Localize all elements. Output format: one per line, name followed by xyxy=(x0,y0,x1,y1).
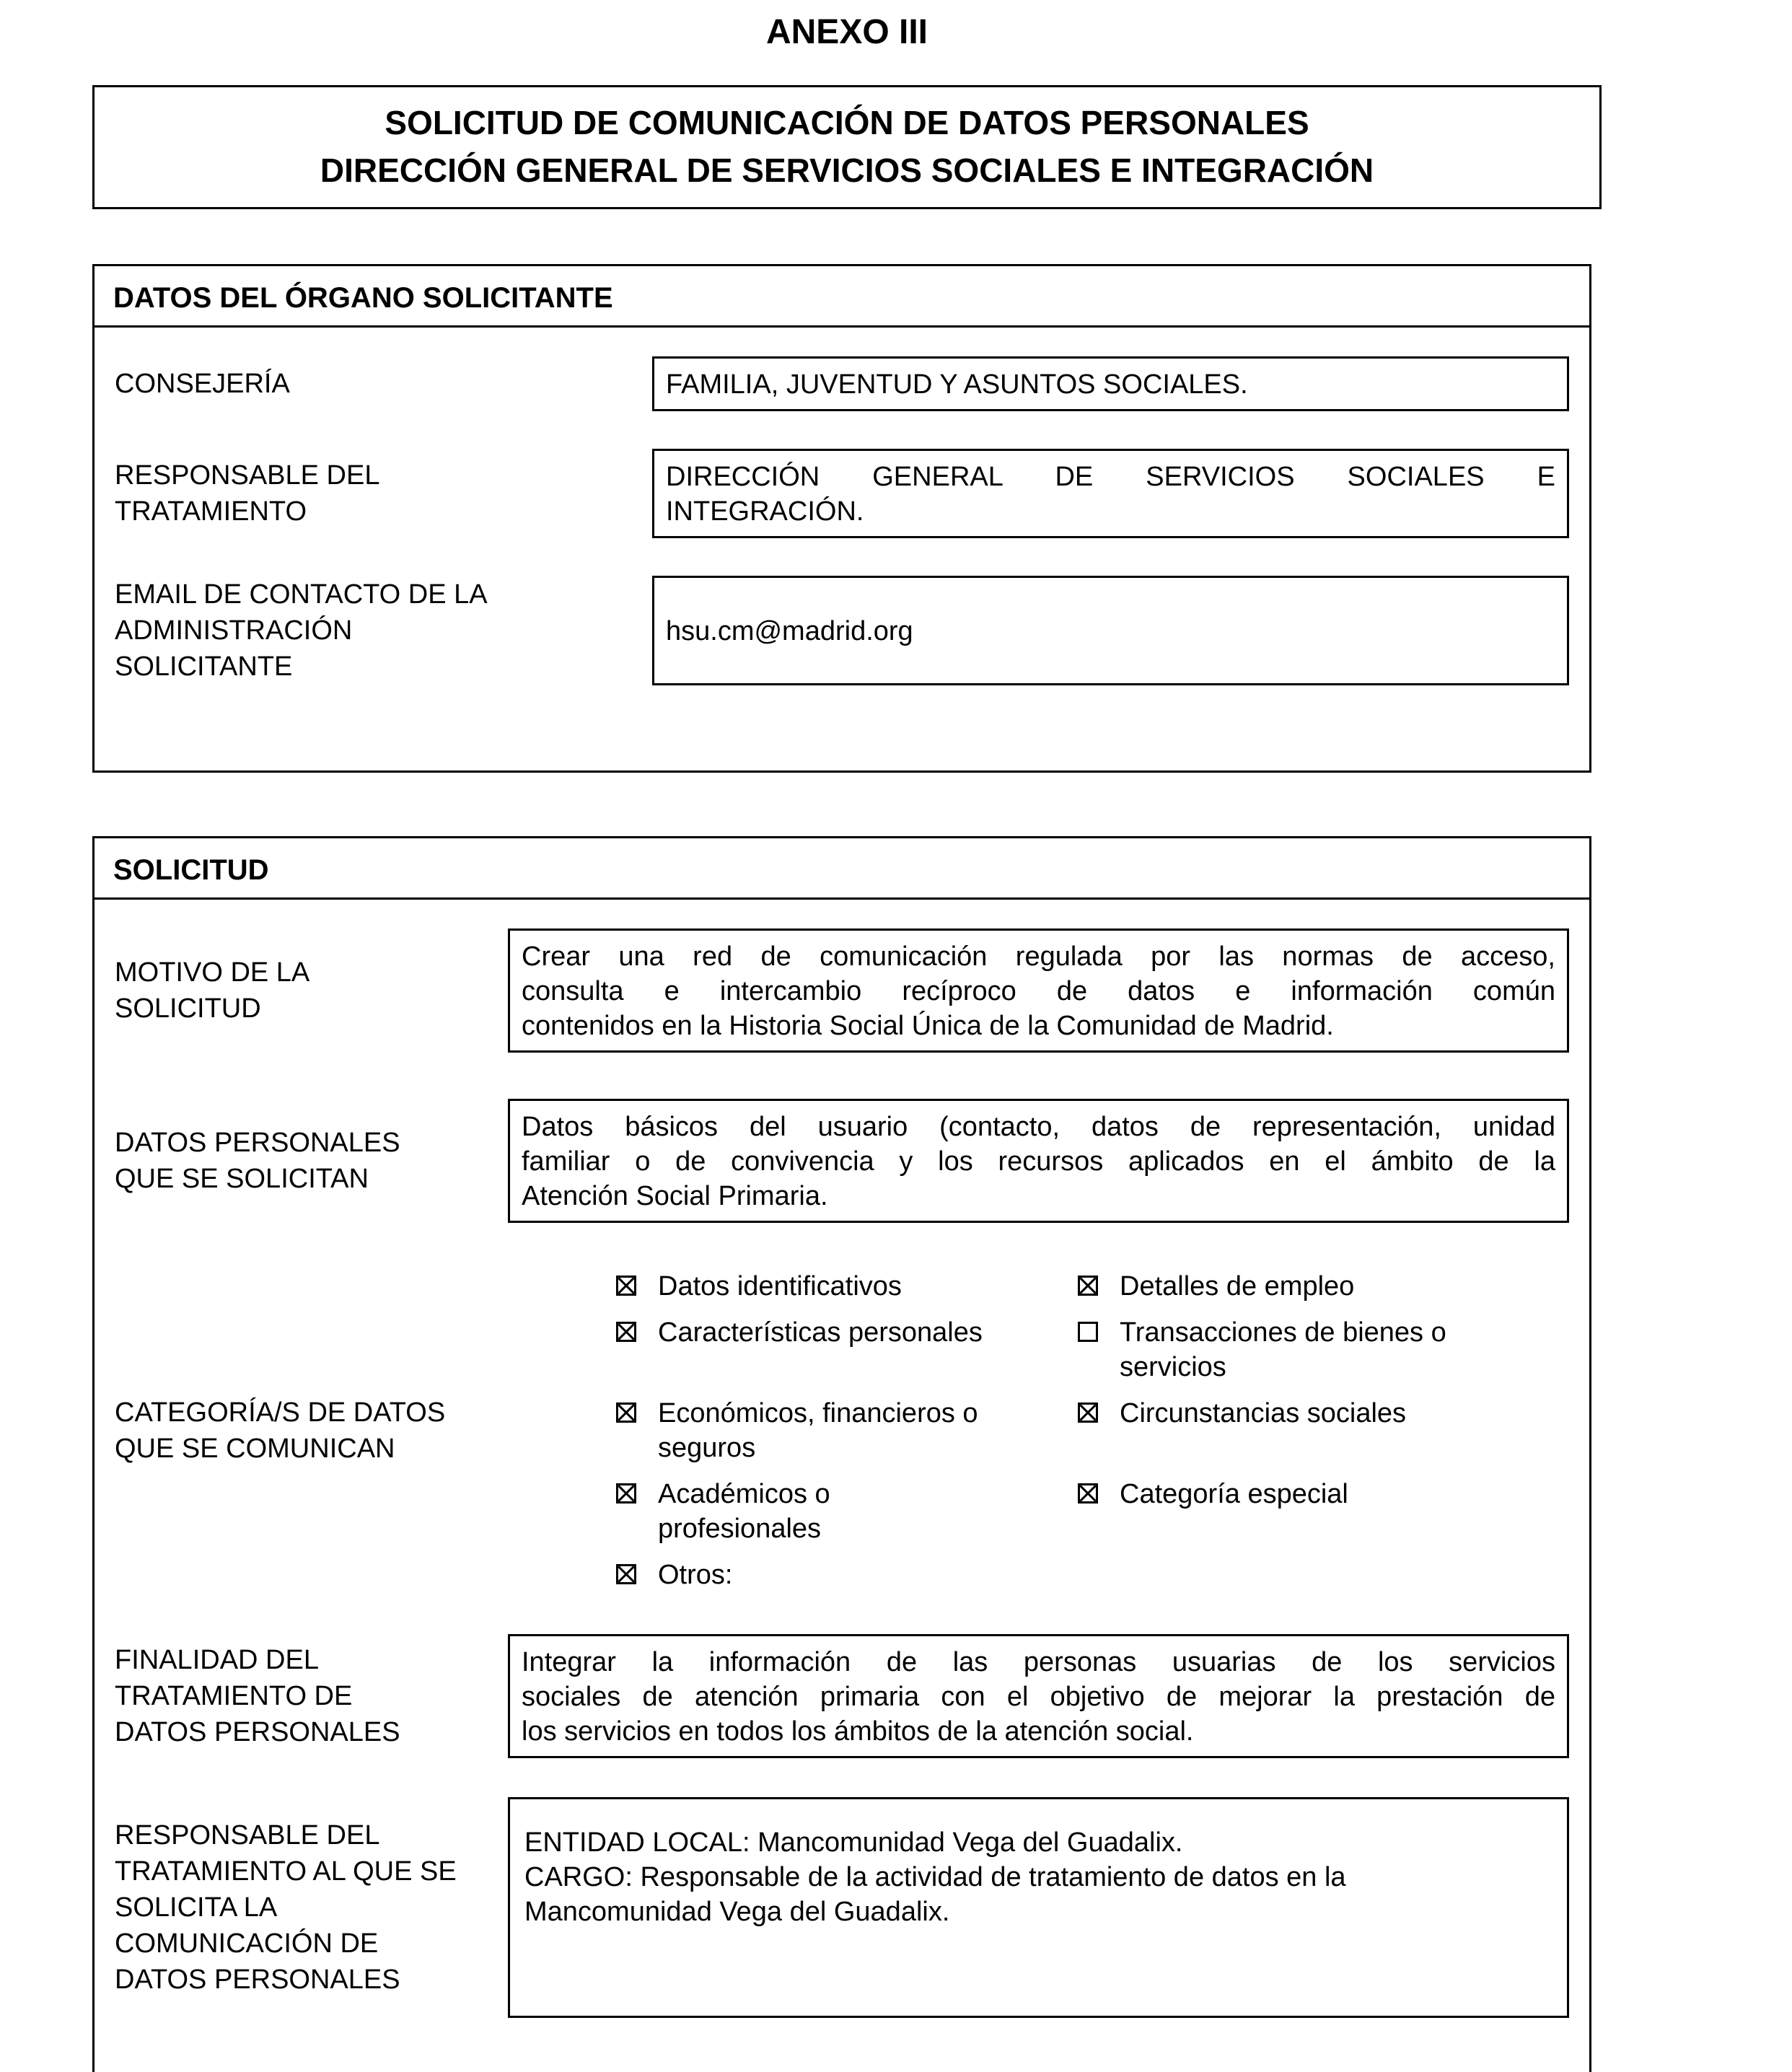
consejeria-field[interactable]: FAMILIA, JUVENTUD Y ASUNTOS SOCIALES. xyxy=(652,356,1569,411)
email-field[interactable] xyxy=(652,576,1569,685)
finalidad-row xyxy=(115,1634,1569,1758)
category-label: Detalles de empleo xyxy=(1120,1271,1355,1301)
category-label: Académicos o profesionales xyxy=(658,1479,830,1544)
checkbox-icon[interactable] xyxy=(1078,1322,1098,1342)
datos-personales-row xyxy=(115,1099,1569,1223)
consejeria-label: CONSEJERÍA xyxy=(115,369,290,399)
email-value: hsu.cm@madrid.org xyxy=(666,616,913,646)
header-line-1: SOLICITUD DE COMUNICACIÓN DE DATOS PERSONALES xyxy=(385,104,1309,141)
category-label: Otros: xyxy=(658,1560,733,1590)
organ-section-body xyxy=(95,328,1589,685)
category-option-categoria-especial xyxy=(1078,1477,1569,1546)
responsable-tratamiento-label: RESPONSABLE DEL TRATAMIENTO xyxy=(115,460,380,527)
doc-title: ANEXO III xyxy=(765,13,928,51)
email-label: EMAIL DE CONTACTO DE LA ADMINISTRACIÓN SOLICITANTE xyxy=(115,579,488,682)
category-option-otros xyxy=(616,1558,1078,1592)
datos-personales-label: DATOS PERSONALES QUE SE SOLICITAN xyxy=(115,1128,400,1194)
checkbox-icon[interactable] xyxy=(616,1402,636,1423)
finalidad-label: FINALIDAD DEL TRATAMIENTO DE DATOS PERSONALES xyxy=(115,1645,400,1747)
category-label: Transacciones de bienes o servicios xyxy=(1120,1317,1446,1382)
solicitud-section xyxy=(92,836,1591,2072)
datos-personales-field[interactable]: Datos básicos del usuario (contacto, datos de representación, unidad familiar o de convivencia y los recursos aplicados en el ámbito de la Atención Social Primaria. xyxy=(508,1099,1569,1223)
checkbox-icon[interactable] xyxy=(616,1276,636,1296)
checkbox-icon[interactable] xyxy=(616,1483,636,1503)
responsable-destino-label: RESPONSABLE DEL TRATAMIENTO AL QUE SE SOLICITA LA COMUNICACIÓN DE DATOS PERSONALES xyxy=(115,1820,457,1995)
organ-section-title: DATOS DEL ÓRGANO SOLICITANTE xyxy=(95,266,1589,328)
responsable-tratamiento-row xyxy=(115,449,1569,538)
categories-grid xyxy=(616,1269,1569,1592)
email-row xyxy=(115,576,1569,685)
header-line-2: DIRECCIÓN GENERAL DE SERVICIOS SOCIALES E INTEGRACIÓN xyxy=(320,152,1374,189)
checkbox-icon[interactable] xyxy=(1078,1483,1098,1503)
motivo-field[interactable]: Crear una red de comunicación regulada por las normas de acceso, consulta e intercambio recíproco de datos e información común contenidos en la Historia Social Única de la Comunidad de Madrid. xyxy=(508,929,1569,1053)
solicitud-section-body xyxy=(95,900,1589,2018)
finalidad-field[interactable]: Integrar la información de las personas usuarias de los servicios sociales de atención primaria con el objetivo de mejorar la prestación de los servicios en todos los ámbitos de la atención social. xyxy=(508,1634,1569,1758)
responsable-tratamiento-field[interactable]: DIRECCIÓN GENERAL DE SERVICIOS SOCIALES E INTEGRACIÓN. xyxy=(652,449,1569,538)
responsable-destino-field[interactable]: ENTIDAD LOCAL: Mancomunidad Vega del Guadalix. CARGO: Responsable de la actividad de tratamiento de datos en la Mancomunidad Vega del Guadalix. xyxy=(508,1797,1569,2018)
checkbox-icon[interactable] xyxy=(1078,1276,1098,1296)
category-option-datos-identificativos xyxy=(616,1269,1078,1304)
category-label: Económicos, financieros o seguros xyxy=(658,1398,978,1463)
category-label: Circunstancias sociales xyxy=(1120,1398,1407,1428)
category-option-caracteristicas-personales xyxy=(616,1315,1078,1384)
category-option-circunstancias-sociales xyxy=(1078,1396,1569,1465)
motivo-row xyxy=(115,929,1569,1053)
checkbox-icon[interactable] xyxy=(616,1564,636,1584)
categorias-label: CATEGORÍA/S DE DATOS QUE SE COMUNICAN xyxy=(115,1397,446,1464)
category-label: Datos identificativos xyxy=(658,1271,902,1301)
responsable-destino-row xyxy=(115,1797,1569,2018)
category-label: Categoría especial xyxy=(1120,1479,1348,1509)
checkbox-icon[interactable] xyxy=(1078,1402,1098,1423)
header-box xyxy=(92,85,1602,209)
checkbox-icon[interactable] xyxy=(616,1322,636,1342)
category-option-academicos-profesionales xyxy=(616,1477,1078,1546)
category-label: Características personales xyxy=(658,1317,983,1348)
category-option-economicos-financieros xyxy=(616,1396,1078,1465)
category-option-transacciones-bienes xyxy=(1078,1315,1569,1384)
consejeria-row xyxy=(115,356,1569,411)
organ-section xyxy=(92,264,1591,773)
categorias-row xyxy=(115,1269,1569,1592)
solicitud-section-title: SOLICITUD xyxy=(95,838,1589,900)
motivo-label: MOTIVO DE LA SOLICITUD xyxy=(115,957,310,1024)
category-option-detalles-empleo xyxy=(1078,1269,1569,1304)
